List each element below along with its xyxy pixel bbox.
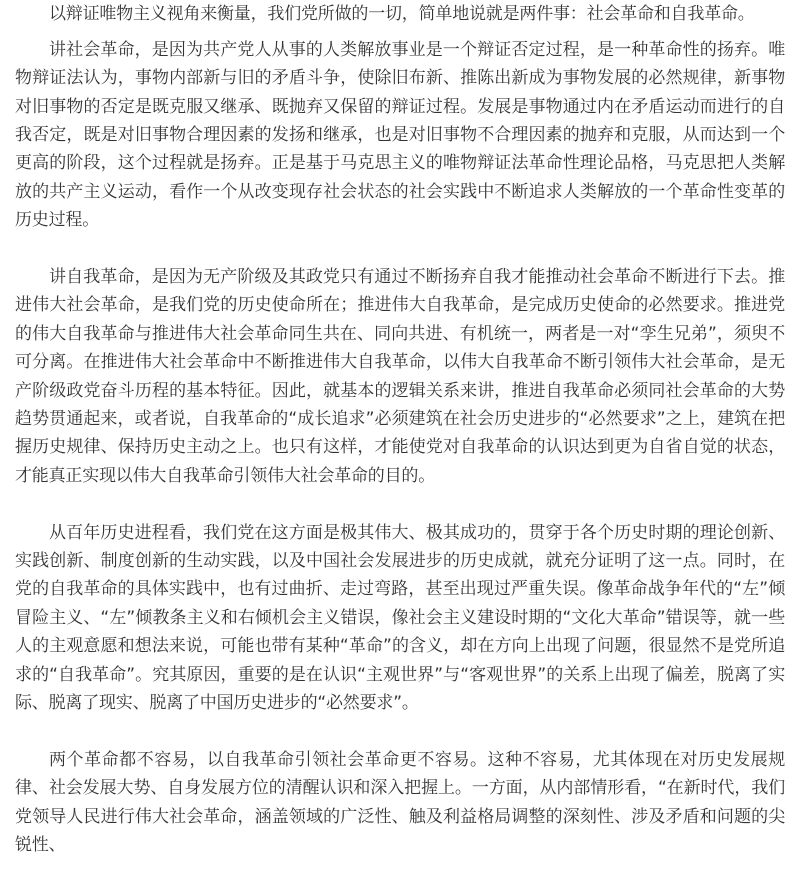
document-body — [15, 0, 785, 888]
paragraph: 讲自我革命，是因为无产阶级及其政党只有通过不断扬弃自我才能推动社会革命不断进行下去。推进伟大社会革命，是我们党的历史使命所在；推进伟大自我革命，是完成历史使命的必然要求。推进党的伟大自我革命与推进伟大社会革命同生共在、同向共进、有机统一，两者是一对“孪生兄弟”，须臾不可分离。在推进伟大社会革命中不断推进伟大自我革命，以伟大自我革命不断引领伟大社会革命，是无产阶级政党奋斗历程的基本特征。因此，就基本的逻辑关系来讲，推进自我革命必须同社会革命的大势趋势贯通起来，或者说，自我革命的“成长追求”必须建筑在社会历史进步的“必然要求”之上，建筑在把握历史规律、保持历史主动之上。也只有这样，才能使党对自我革命的认识达到更为自省自觉的状态，才能真正实现以伟大自我革命引领伟大社会革命的目的。 — [15, 267, 785, 486]
paragraph: 两个革命都不容易，以自我革命引领社会革命更不容易。这种不容易，尤其体现在对历史发展规律、社会发展大势、自身发展方位的清醒认识和深入把握上。一方面，从内部情形看，“在新时代，我们党领导人民进行伟大社会革命，涵盖领域的广泛性、触及利益格局调整的深刻性、涉及矛盾和问题的尖锐性、 — [15, 749, 785, 856]
paragraph: 从百年历史进程看，我们党在这方面是极其伟大、极其成功的，贯穿于各个历史时期的理论创新、实践创新、制度创新的生动实践，以及中国社会发展进步的历史成就，就充分证明了这一点。同时，在党的自我革命的具体实践中，也有过曲折、走过弯路，甚至出现过严重失误。像革命战争年代的“左”倾冒险主义、“左”倾教条主义和右倾机会主义错误，像社会主义建设时期的“文化大革命”错误等，就一些人的主观意愿和想法来说，可能也带有某种“革命”的含义，却在方向上出现了问题，很显然不是党所追求的“自我革命”。究其原因，重要的是在认识“主观世界”与“客观世界”的关系上出现了偏差，脱离了实际、脱离了现实、脱离了中国历史进步的“必然要求”。 — [15, 522, 785, 714]
paragraph: 讲社会革命，是因为共产党人从事的人类解放事业是一个辩证否定过程，是一种革命性的扬弃。唯物辩证法认为，事物内部新与旧的矛盾斗争，使除旧布新、推陈出新成为事物发展的必然规律，新事物对旧事物的否定是既克服又继承、既抛弃又保留的辩证过程。发展是事物通过内在矛盾运动而进行的自我否定，既是对旧事物合理因素的发扬和继承，也是对旧事物不合理因素的抛弃和克服，从而达到一个更高的阶段，这个过程就是扬弃。正是基于马克思主义的唯物辩证法革命性理论品格，马克思把人类解放的共产主义运动，看作一个从改变现存社会状态的社会实践中不断追求人类解放的一个革命性变革的历史过程。 — [15, 39, 785, 231]
paragraph: 以辩证唯物主义视角来衡量，我们党所做的一切，简单地说就是两件事：社会革命和自我革命。 — [49, 4, 755, 24]
